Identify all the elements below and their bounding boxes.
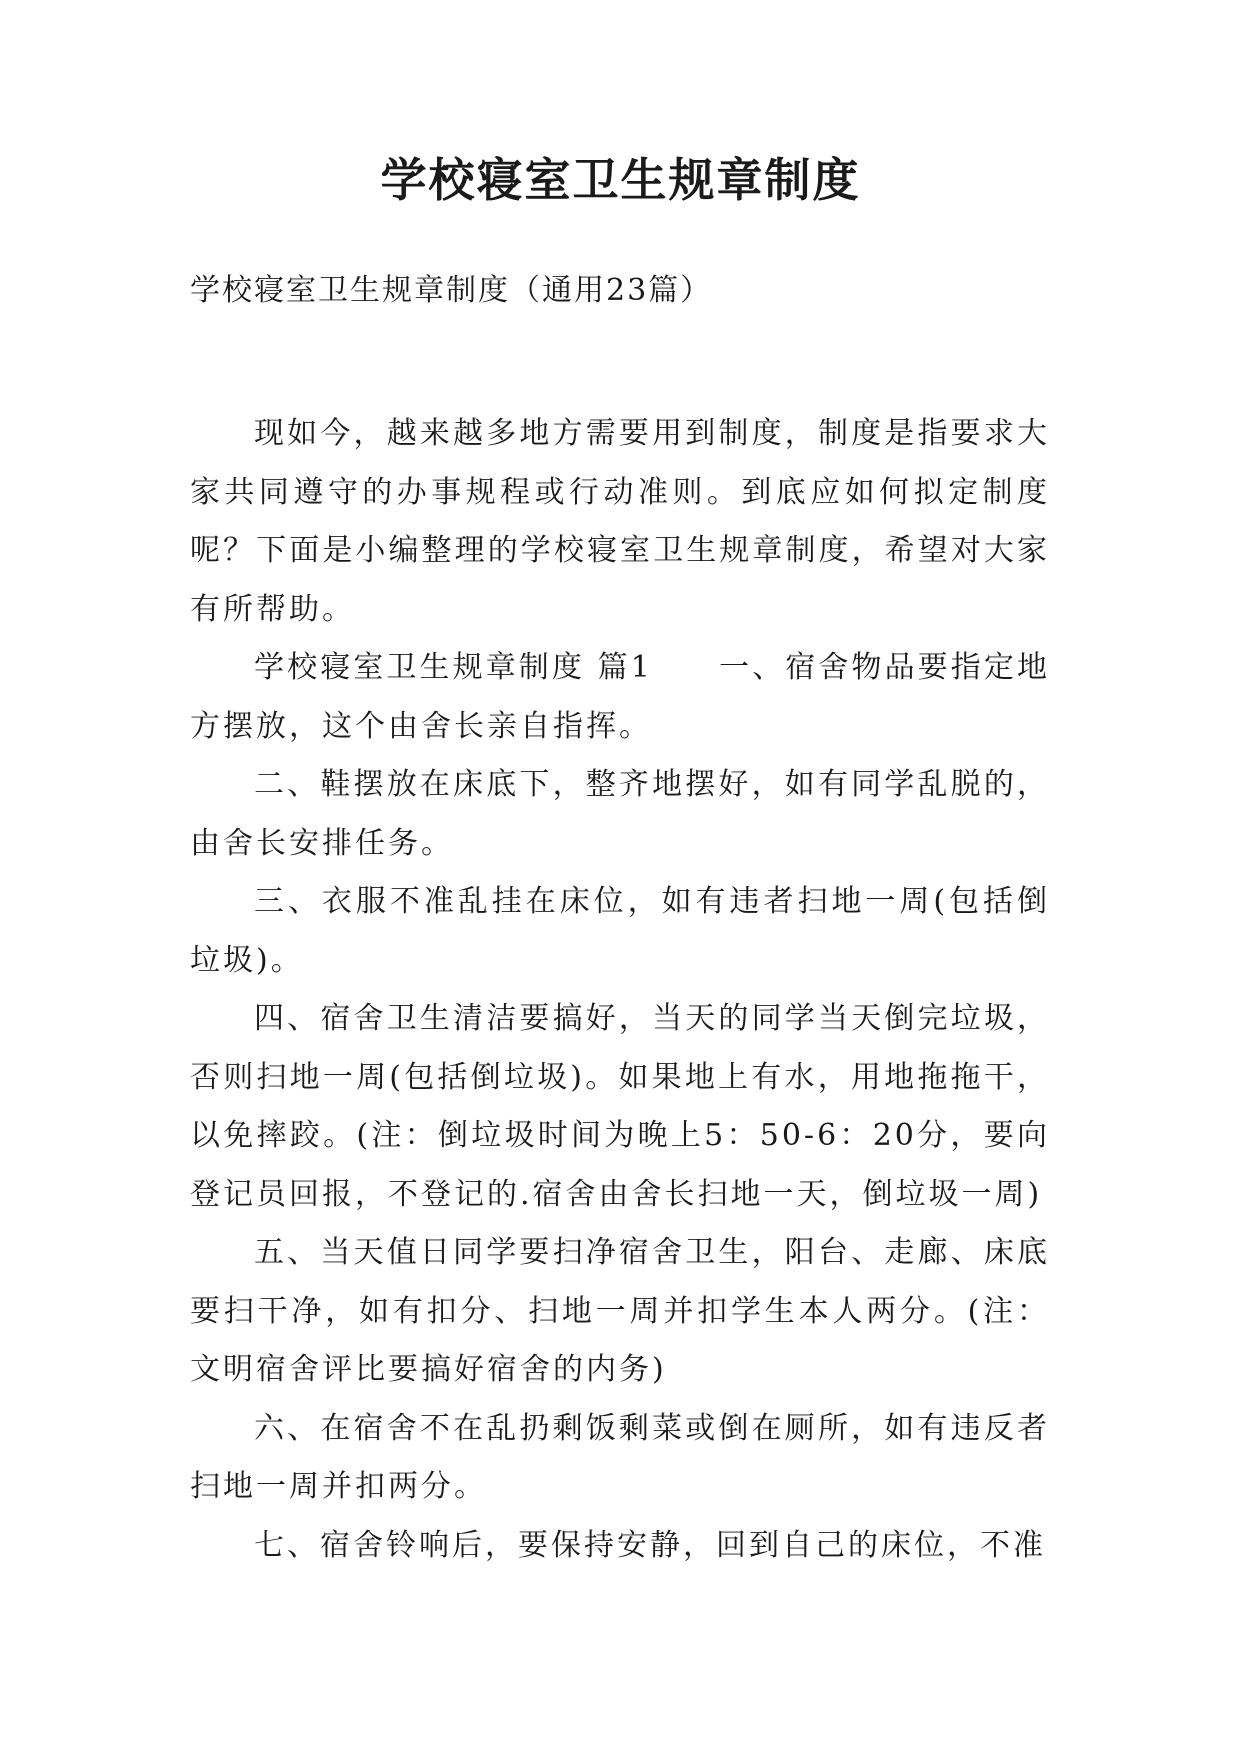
document-body bbox=[190, 405, 1050, 1575]
paragraph-rule-6: 六、在宿舍不在乱扔剩饭剩菜或倒在厕所，如有违反者扫地一周并扣两分。 bbox=[190, 1410, 1050, 1504]
paragraph-rule-1: 学校寝室卫生规章制度 篇1 一、宿舍物品要指定地方摆放，这个由舍长亲自指挥。 bbox=[190, 650, 1050, 744]
paragraph-rule-4: 四、宿舍卫生清洁要搞好，当天的同学当天倒完垃圾，否则扫地一周(包括倒垃圾)。如果地上有水，用地拖拖干，以免摔跤。(注：倒垃圾时间为晚上5：50-6：20分，要向登记员回报，不登记的.宿舍由舍长扫地一天，倒垃圾一周) bbox=[190, 1001, 1050, 1212]
paragraph-rule-3: 三、衣服不准乱挂在床位，如有违者扫地一周(包括倒垃圾)。 bbox=[190, 884, 1050, 978]
document-title: 学校寝室卫生规章制度 bbox=[380, 153, 861, 207]
paragraph-rule-7: 七、宿舍铃响后，要保持安静，回到自己的床位，不准 bbox=[254, 1527, 1046, 1563]
paragraph-intro: 现如今，越来越多地方需要用到制度，制度是指要求大家共同遵守的办事规程或行动准则。到底应如何拟定制度呢？下面是小编整理的学校寝室卫生规章制度，希望对大家有所帮助。 bbox=[190, 416, 1050, 627]
paragraph-rule-5: 五、当天值日同学要扫净宿舍卫生，阳台、走廊、床底要扫干净，如有扣分、扫地一周并扣学生本人两分。(注：文明宿舍评比要搞好宿舍的内务) bbox=[190, 1235, 1050, 1387]
document-subtitle: 学校寝室卫生规章制度（通用23篇） bbox=[190, 273, 713, 308]
paragraph-rule-2: 二、鞋摆放在床底下，整齐地摆好，如有同学乱脱的，由舍长安排任务。 bbox=[190, 767, 1050, 861]
